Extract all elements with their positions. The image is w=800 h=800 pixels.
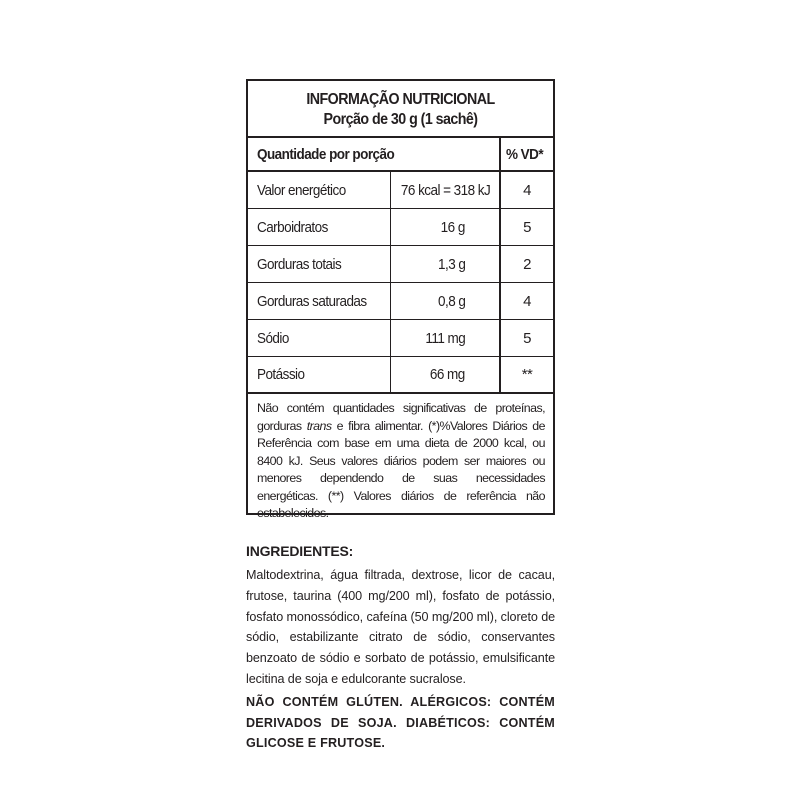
ingredients-title: INGREDIENTES: [246, 543, 354, 559]
ingredients-section [246, 543, 555, 754]
nutrient-vd: 5 [523, 218, 531, 236]
table-row [248, 357, 553, 394]
nutrition-header [248, 81, 553, 138]
ingredients-list: Maltodextrina, água filtrada, dextrose, licor de cacau, frutose, taurina (400 mg/200 ml), fosfato de potássio, fosfato monossódico, cafeína (50 mg/200 ml), cloreto de sódio, estabilizante citrato de sódio, conservantes benzoato de sódio e sorbato de potássio, emulsificante lecitina de soja e edulcorante sucralose. [246, 568, 555, 686]
nutrient-vd: 2 [523, 255, 531, 273]
serving-size: Porção de 30 g (1 sachê) [323, 111, 478, 128]
nutrient-quantity: 76 kcal = 318 kJ [400, 181, 490, 199]
nutrient-vd: 5 [523, 329, 531, 347]
allergen-warning: NÃO CONTÉM GLÚTEN. ALÉRGICOS: CONTÉM DERIVADOS DE SOJA. DIABÉTICOS: CONTÉM GLICOSE E FRUTOSE. [246, 694, 555, 751]
nutrient-vd: 4 [523, 292, 531, 310]
nutrient-name: Valor energético [257, 181, 346, 199]
table-row [248, 283, 553, 320]
nutrition-footnote [248, 394, 553, 523]
footnote-text-cont: e fibra alimentar. (*)%Valores Diários de Referência com base em uma dieta de 2000 kcal, ou 8400 kJ. Seus valores diários podem ser maiores ou menores dependendo de suas necessidades energéticas. (**) Valores diários de referência não estabelecidos. [257, 418, 545, 520]
nutrient-name: Gorduras saturadas [257, 292, 367, 310]
nutrient-name: Potássio [257, 366, 305, 383]
nutrient-quantity: 0,8 g [437, 292, 465, 310]
nutrition-facts-table [246, 79, 555, 520]
nutrient-name: Gorduras totais [257, 255, 342, 273]
nutrient-vd: 4 [523, 181, 531, 199]
header-quantity-label: Quantidade por porção [257, 145, 395, 163]
table-row [248, 246, 553, 283]
nutrient-quantity: 16 g [440, 218, 465, 236]
nutrient-quantity: 66 mg [430, 366, 465, 383]
table-header-row [248, 138, 553, 172]
nutrient-name: Carboidratos [257, 218, 328, 236]
table-row [248, 320, 553, 357]
header-vd-label: % VD* [506, 145, 544, 163]
table-row [248, 172, 553, 209]
footnote-trans: trans [306, 418, 332, 433]
nutrient-name: Sódio [257, 329, 289, 347]
table-row [248, 209, 553, 246]
nutrition-title: INFORMAÇÃO NUTRICIONAL [306, 91, 495, 108]
nutrient-quantity: 111 mg [425, 329, 465, 347]
nutrient-vd: ** [521, 366, 533, 383]
nutrient-quantity: 1,3 g [437, 255, 465, 273]
footnote-text: Não contém quantidades significativas de proteínas, gorduras [257, 401, 545, 433]
